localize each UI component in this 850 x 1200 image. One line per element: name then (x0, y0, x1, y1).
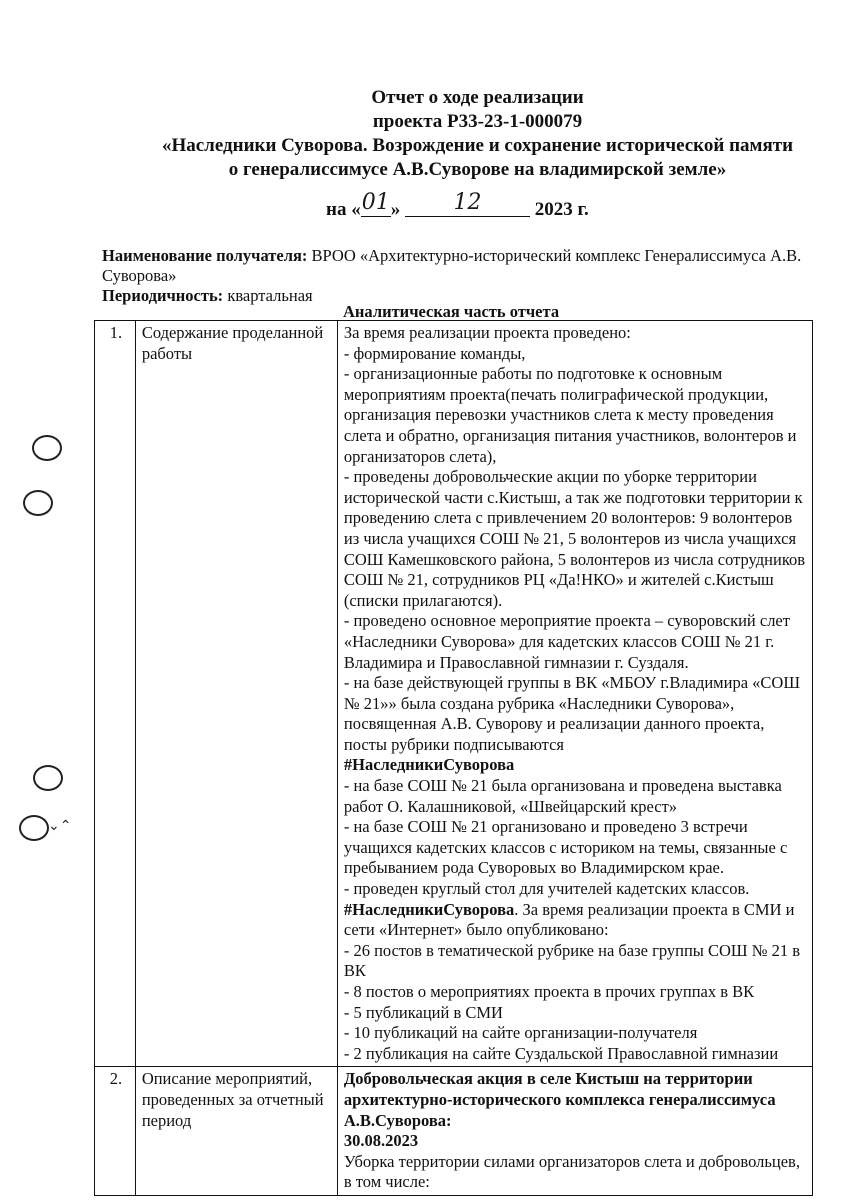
row-content (337, 321, 812, 1067)
date-day: 01 (361, 190, 390, 215)
date-month-field (405, 190, 530, 217)
content-line: - организационные работы по подготовке к основным мероприятиям проекта(печать полиграфической продукции, организация перевозки участников слета к месту проведения слета и обратно, организация питания участников, волонтеров и организаторов слета), (343, 364, 797, 466)
content-line: - на базе СОШ № 21 была организована и проведена выставка работ О. Калашниковой, «Швейцарский крест» (343, 776, 782, 816)
content-line (344, 900, 808, 941)
report-table (94, 320, 813, 1196)
event-heading: Добровольческая акция в селе Кистыш на территории архитектурно-исторического комплекса генералиссимуса А.В.Суворова: (343, 1069, 776, 1130)
event-date: 30.08.2023 (343, 1131, 419, 1151)
date-year: 2023 г. (534, 199, 589, 220)
title-line-3: «Наследники Суворова. Возрождение и сохранение исторической памяти (161, 135, 794, 156)
recipient-line (102, 246, 822, 286)
title-line-2: проекта Р33-23-1-000079 (372, 111, 583, 132)
recipient-value: ВРОО «Архитектурно-исторический комплекс Генералиссимуса А.В. Суворова» (102, 246, 802, 285)
content-line: - 8 постов о мероприятиях проекта в прочих группах в ВК (343, 982, 755, 1001)
punch-hole-4 (19, 815, 49, 841)
recipient-label: Наименование получателя: (102, 246, 308, 265)
title-line-4: о генералиссимусе А.В.Суворове на владимирской земле» (228, 159, 727, 180)
report-meta (102, 246, 822, 306)
periodicity-label: Периодичность: (102, 286, 224, 305)
report-date (326, 190, 589, 221)
table-row (95, 321, 813, 1067)
date-middle: » (390, 199, 401, 220)
content-line: - формирование команды, (343, 343, 526, 363)
punch-hole-3 (33, 765, 63, 791)
content-line: - 5 публикаций в СМИ (343, 1002, 503, 1022)
content-line: - 26 постов в тематической рубрике на базе группы СОШ № 21 в ВК (343, 940, 800, 981)
punch-hole-2 (23, 490, 53, 516)
row-content (337, 1067, 812, 1196)
row-label: Описание мероприятий, проведенных за отчетный период (135, 1067, 337, 1196)
date-month: 12 (453, 190, 482, 215)
content-text: . За время реализации проекта в СМИ и сети «Интернет» было опубликовано: (343, 899, 795, 940)
analytic-title: Аналитическая часть отчета (343, 302, 560, 321)
content-line: - на базе СОШ № 21 организовано и проведено 3 встречи учащихся кадетских классов с историком на темы, связанные с пребыванием рода Суворовых во Владимирском крае. (343, 817, 788, 878)
row-label: Содержание проделанной работы (135, 321, 337, 1067)
content-line: - 10 публикаций на сайте организации-получателя (343, 1023, 698, 1043)
row-number: 2. (95, 1067, 136, 1196)
margin-mark: ⌄⌃ (48, 819, 72, 834)
content-line: - 2 публикация на сайте Суздальской Православной гимназии (343, 1043, 779, 1063)
content-line: - проведено основное мероприятие проекта – суворовский слет «Наследники Суворова» для кадетских классов СОШ № 21 г. Владимира и Православной гимназии г. Суздаля. (343, 611, 790, 672)
content-line: За время реализации проекта проведено: (343, 323, 631, 342)
date-day-field (361, 190, 391, 217)
title-line-1: Отчет о ходе реализации (371, 87, 584, 108)
punch-hole-1 (32, 435, 62, 461)
content-line: - на базе действующей группы в ВК «МБОУ г.Владимира «СОШ № 21»» была создана рубрика «Наследники Суворова», посвященная А.В. Суворову и реализации данного проекта, посты рубрики подписываются (343, 673, 800, 754)
table-row (95, 1067, 813, 1196)
report-title (0, 86, 850, 182)
content-line: - проведены добровольческие акции по уборке территории исторической части с.Кистыш, а так же подготовки территории к проведению слета с привлечением 20 волонтеров: 9 волонтеров из числа учащихся СОШ № 21, 5 волонтеров из числа учащихся СОШ Камешковского района, 5 волонтеров из числа сотрудников СОШ № 21, сотрудников РЦ «Да!НКО» и жителей с.Кистыш (списки прилагаются). (343, 467, 806, 610)
date-prefix: на « (326, 199, 361, 220)
row-number: 1. (95, 321, 136, 1067)
content-line: Уборка территории силами организаторов слета и добровольцев, в том числе: (343, 1151, 800, 1192)
periodicity-value: квартальная (227, 286, 313, 305)
hashtag: #НаследникиСуворова (343, 755, 515, 775)
hashtag: #НаследникиСуворова (343, 899, 515, 919)
content-line: - проведен круглый стол для учителей кадетских классов. (343, 879, 750, 899)
